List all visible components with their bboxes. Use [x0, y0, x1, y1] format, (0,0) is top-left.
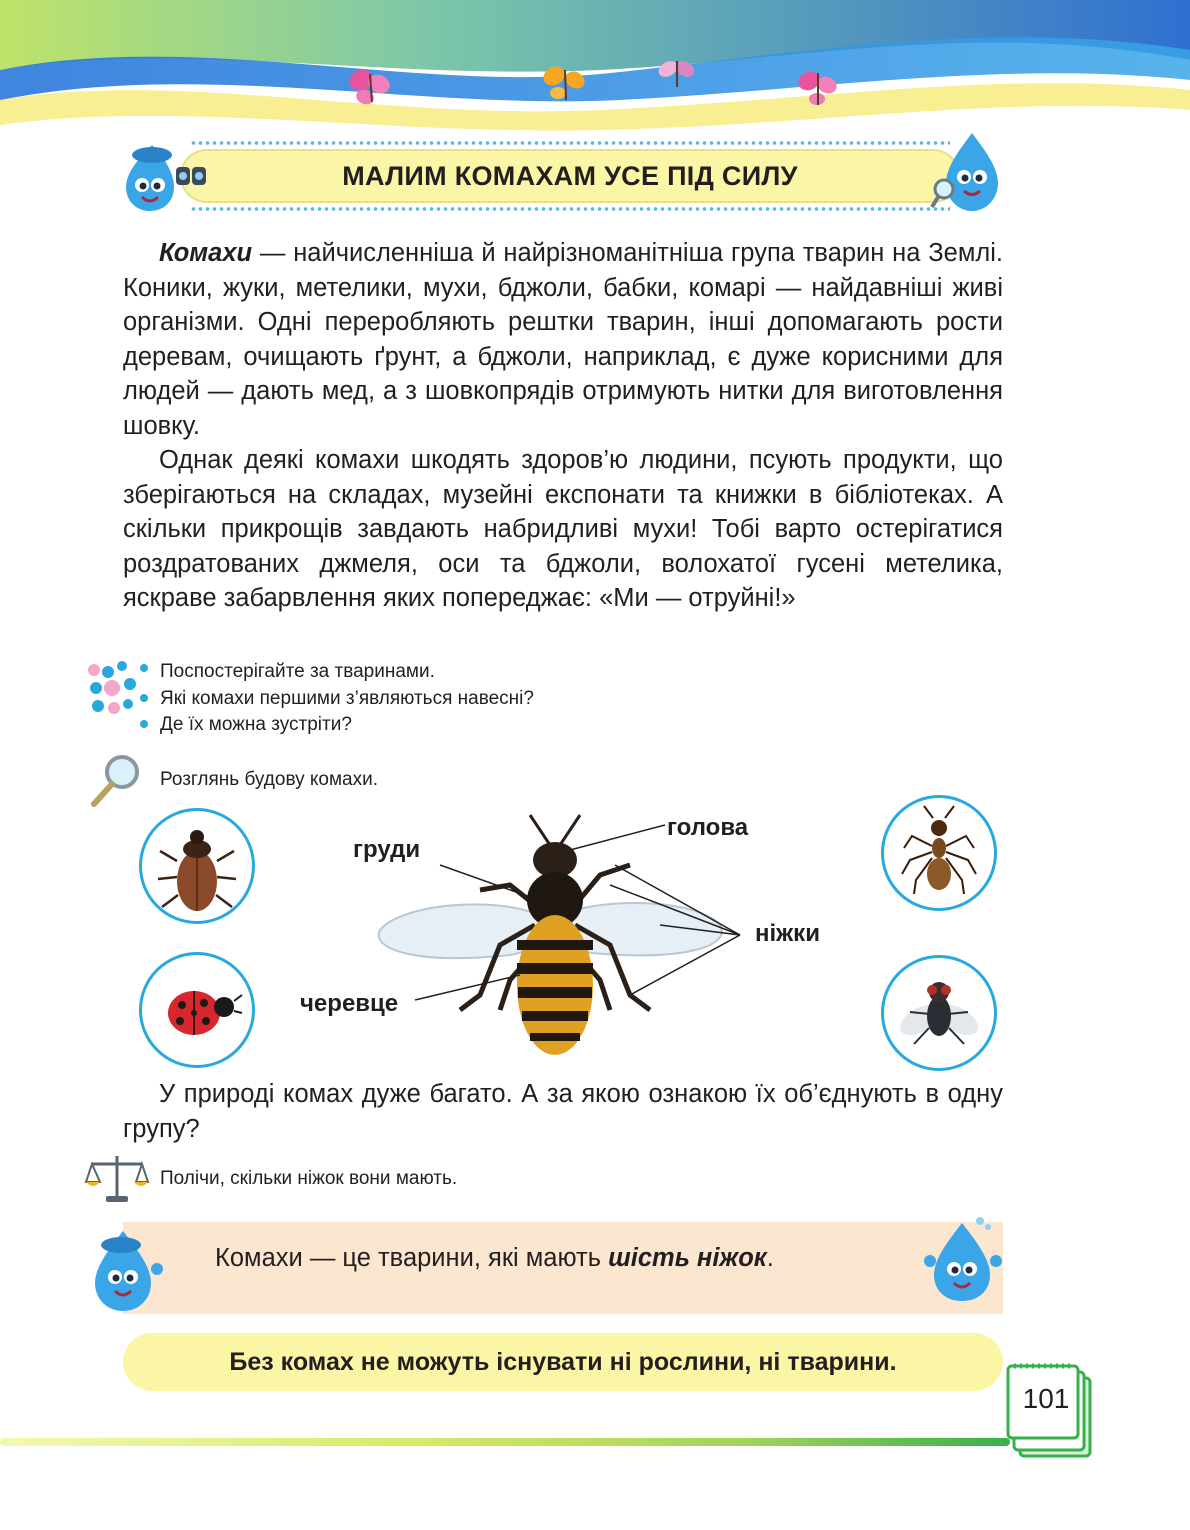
observe-task	[160, 659, 534, 739]
question-paragraph: У природі комах дуже багато. А за якою ознакою їх об’єднують в одну групу?	[123, 1080, 1003, 1143]
intro-paragraph-2: Однак деякі комахи шкодять здоров’ю людини, псують продукти, що зберігаються на складах, музейні експонати та книжки в бібліотеках. А скільки прикрощів завдають набридливі мухи! Тобі варто остерігатися роздратованих джмеля, оси та бджоли, волохатої гусені метелика, яскраве забарвлення яких попереджає: «Ми — отруйні!»	[123, 446, 1003, 612]
drop-character-happy-icon	[922, 1215, 1002, 1305]
bottom-decorative-line	[0, 1438, 1010, 1446]
observe-task-line-2: Які комахи першими з’являються навесні?	[160, 687, 534, 709]
label-legs: ніжки	[755, 920, 820, 947]
title-plate	[180, 149, 960, 203]
conclusion-text	[215, 1244, 774, 1273]
conclusion-prefix: Комахи — це тварини, які мають	[215, 1244, 609, 1272]
look-task: Розглянь будову комахи.	[160, 769, 379, 790]
top-decorative-banner	[0, 0, 1190, 150]
butterfly-icon	[795, 65, 841, 111]
question-text	[123, 1077, 1003, 1146]
beetle-image	[139, 808, 255, 924]
ant-image	[881, 795, 997, 911]
label-abdomen: черевце	[300, 990, 399, 1017]
butterfly-icon	[655, 55, 699, 95]
butterfly-icon	[540, 62, 590, 108]
drop-character-binoculars-icon	[122, 137, 212, 217]
drop-character-waving-icon	[85, 1225, 165, 1315]
title-dots-top	[190, 141, 950, 145]
label-head: голова	[667, 814, 749, 841]
conclusion-emphasis: шість ніжок	[608, 1244, 767, 1272]
page-number-notebook	[1000, 1358, 1100, 1468]
drop-character-magnifier-icon	[930, 127, 1010, 217]
conclusion-suffix: .	[766, 1244, 774, 1272]
observe-task-line-3: Де їх можна зустріти?	[160, 714, 352, 735]
scales-icon	[84, 1150, 150, 1206]
ladybug-image	[139, 952, 255, 1068]
count-task: Полічи, скільки ніжок вони мають.	[160, 1168, 458, 1189]
page-title: МАЛИМ КОМАХАМ УСЕ ПІД СИЛУ	[342, 161, 798, 191]
section-title-bar	[120, 135, 1000, 215]
key-fact-banner	[123, 1333, 1003, 1391]
intro-text	[123, 236, 1003, 616]
label-chest: груди	[353, 836, 421, 863]
term-insects: Комахи	[159, 239, 253, 267]
observe-task-icon	[84, 658, 154, 728]
page-number: 101	[1022, 1383, 1070, 1414]
intro-paragraph-1	[123, 236, 1003, 443]
butterfly-icon	[345, 62, 395, 112]
fly-image	[881, 955, 997, 1071]
intro-paragraph-1-body: — найчисленніша й найрізноманітніша група тварин на Землі. Коники, жуки, метелики, мухи, бджоли, бабки, комарі — найдавніші живі організми. Одні переробляють рештки тварин, інші допомагають рости деревам, очищають ґрунт, а бджоли, наприклад, є дуже корисними для людей — дають мед, а з шовкопрядів отримують нитки для виготовлення шовку.	[123, 239, 1003, 440]
conclusion-box	[123, 1222, 1003, 1314]
insect-diagram	[135, 790, 1015, 1080]
title-dots-bottom	[190, 207, 950, 211]
key-fact-text: Без комах не можуть існувати ні рослини, ні тварини.	[229, 1348, 897, 1376]
observe-task-line-1: Поспостерігайте за тваринами.	[160, 661, 435, 682]
